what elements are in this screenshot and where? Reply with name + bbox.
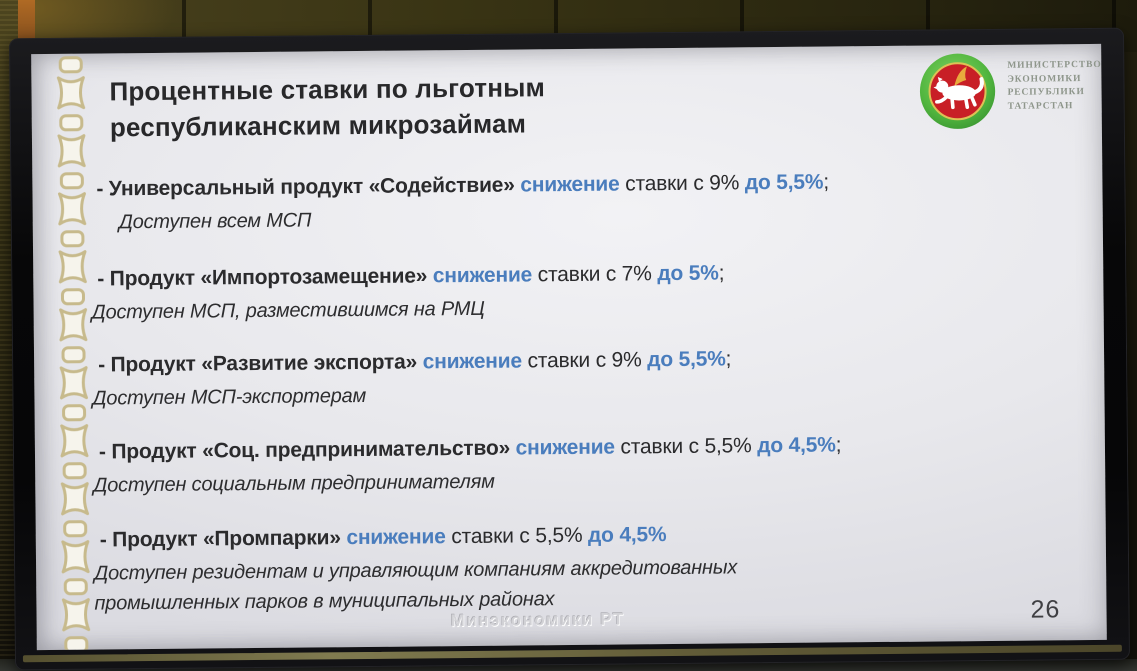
tatarstan-emblem-icon (917, 51, 998, 132)
slide-screen (31, 44, 1107, 650)
product-name: - Универсальный продукт «Содействие» (96, 173, 521, 201)
product-item (93, 428, 1080, 500)
rate-to-text: до 5% (657, 261, 719, 286)
rate-to-text: до 5,5% (744, 170, 824, 195)
product-name: - Продукт «Промпарки» (99, 526, 347, 552)
product-name: - Продукт «Импортозамещение» (97, 264, 433, 291)
product-name: - Продукт «Развитие экспорта» (98, 350, 423, 377)
rate-from-text: ставки с 5,5% (614, 434, 758, 459)
reduction-word: снижение (515, 435, 615, 460)
reduction-word: снижение (346, 525, 446, 550)
product-item (92, 341, 1079, 413)
availability-note: Доступен МСП-экспортерам (92, 384, 367, 410)
tv-frame (9, 28, 1130, 671)
heading-punct: ; (718, 261, 725, 285)
ministry-name (1007, 59, 1102, 114)
availability-note: Доступен всем МСП (118, 209, 312, 234)
tatar-ornament-strip-icon (52, 54, 95, 650)
rate-from-text: ставки с 9% (619, 171, 745, 196)
rate-from-text: ставки с 9% (521, 348, 648, 373)
rate-to-text: до 4,5% (587, 523, 667, 547)
slide-title-line2: республиканским микрозаймам (109, 108, 527, 143)
rate-to-text: до 5,5% (647, 347, 726, 372)
page-number: 26 (1030, 595, 1061, 624)
availability-note: Доступен МСП, разместившимся на РМЦ (91, 297, 485, 324)
product-item (96, 165, 1077, 237)
ministry-line2: ЭКОНОМИКИ (1007, 73, 1082, 85)
heading-punct: ; (823, 170, 830, 194)
product-item (94, 516, 1081, 618)
slide-title-line1: Процентные ставки по льготным (109, 72, 546, 107)
ministry-line1: МИНИСТЕРСТВО (1007, 59, 1102, 71)
heading-punct: ; (725, 347, 732, 371)
availability-note: Доступен социальным предпринимателям (93, 470, 495, 497)
rate-from-text: ставки с 7% (532, 262, 658, 287)
heading-punct: ; (835, 433, 842, 457)
reduction-word: снижение (520, 172, 620, 197)
reduction-word: снижение (432, 263, 533, 288)
product-item (91, 255, 1078, 327)
rate-from-text: ставки с 5,5% (445, 523, 589, 549)
availability-note: Доступен резидентам и управляющим компаниям аккредитованных (94, 556, 738, 585)
watermark: Минэкономики РТ (450, 609, 625, 631)
ministry-line4: ТАТАРСТАН (1007, 100, 1074, 112)
ministry-line3: РЕСПУБЛИКИ (1007, 87, 1085, 98)
rate-to-text: до 4,5% (757, 433, 836, 458)
product-name: - Продукт «Соц. предпринимательство» (98, 436, 516, 464)
reduction-word: снижение (422, 349, 523, 374)
slide-title (109, 69, 545, 145)
availability-note: промышленных парков в муниципальных районах (94, 588, 555, 615)
